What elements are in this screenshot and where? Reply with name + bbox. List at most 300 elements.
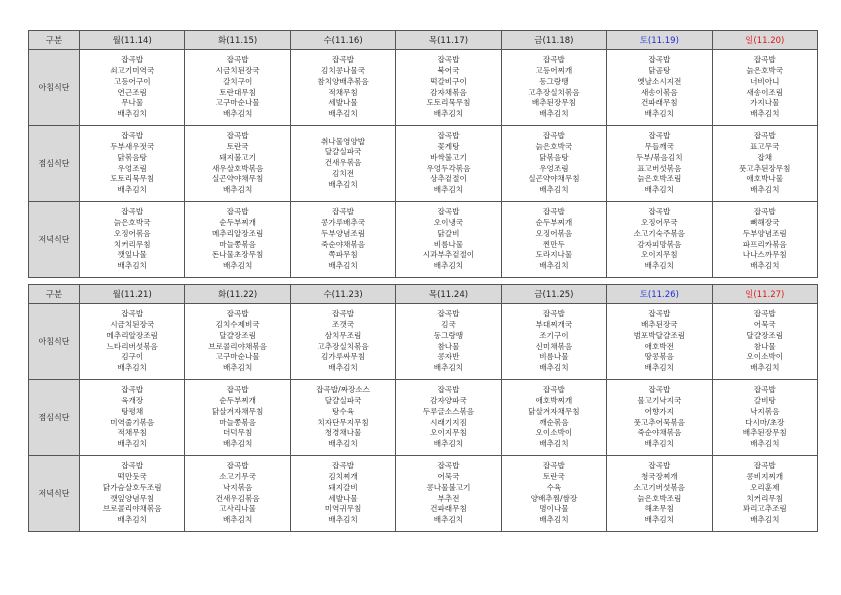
menu-item: 잡곡밥: [226, 55, 249, 65]
menu-item: 시과부추겉절이: [422, 250, 475, 260]
menu-cell-tue-lunch: [185, 380, 290, 456]
menu-item: 너비아니: [750, 76, 780, 86]
menu-item: 오이지무침: [640, 250, 678, 260]
menu-item: 배추김치: [117, 439, 147, 449]
menu-item: 소고기숙주볶음: [633, 228, 685, 238]
menu-item: 배추김치: [644, 439, 674, 449]
menu-item: 잡곡밥: [753, 131, 776, 141]
menu-item: 두부양념조림: [742, 228, 787, 238]
weekly-menu-table-1: [28, 30, 818, 278]
menu-item: 닭볶음탕: [539, 152, 569, 162]
menu-cell-sat-lunch: [607, 126, 712, 202]
menu-item: 동그랑땡: [433, 330, 464, 340]
menu-item: 시금치된장국: [215, 65, 260, 75]
menu-cell-fri-lunch: [501, 380, 606, 456]
menu-item: 참나물: [753, 341, 776, 351]
menu-item: 치자단무지무침: [317, 417, 369, 427]
menu-cell-sun-breakfast: [712, 50, 817, 126]
menu-item: 죽순야채볶음: [637, 428, 682, 438]
menu-cell-thu-lunch: [396, 126, 501, 202]
menu-item: 배추김치: [433, 261, 464, 271]
menu-item: 김구이: [121, 352, 144, 362]
menu-item: 뼈해장국: [750, 217, 780, 227]
menu-cell-fri-breakfast: [501, 304, 606, 380]
menu-cell-thu-dinner: [396, 202, 501, 278]
menu-item: 애호박나물: [746, 174, 784, 184]
menu-item: 김국: [441, 319, 456, 329]
menu-item: 북어국: [437, 65, 460, 75]
menu-item: 잡곡밥: [753, 461, 776, 471]
menu-item: 새우살호박볶음: [211, 163, 264, 173]
menu-item: 잡곡밥: [648, 207, 671, 217]
menu-item: 돈나물초장무침: [211, 250, 264, 260]
menu-item: 잡곡밥: [437, 131, 460, 141]
menu-item: 늙은호박국: [113, 217, 151, 227]
menu-item: 잡곡밥: [542, 461, 565, 471]
menu-item: 파프리카볶음: [742, 239, 787, 249]
day-header-sat: 토(11.19): [607, 31, 712, 50]
menu-item: 갈비탕: [753, 395, 776, 405]
menu-item: 배추김치: [539, 363, 569, 373]
menu-cell-sat-lunch: [607, 380, 712, 456]
menu-item: 잡곡밥: [648, 55, 671, 65]
menu-item: 감자양파국: [430, 395, 467, 405]
day-header-tue: 화(11.22): [185, 285, 290, 304]
menu-item: 토란국: [542, 471, 565, 481]
menu-item: 배추김치: [328, 109, 358, 119]
menu-item: 순두부찌개: [535, 217, 573, 227]
menu-item: 어묵국: [753, 319, 776, 329]
menu-item: 치커리무침: [746, 493, 784, 503]
menu-cell-wed-breakfast: [290, 50, 395, 126]
menu-item: 잡곡밥: [753, 55, 776, 65]
menu-item: 잡곡밥: [437, 461, 460, 471]
menu-item: 도토리묵무침: [426, 98, 471, 108]
menu-item: 표고무국: [750, 141, 780, 151]
day-header-sun: 일(11.20): [712, 31, 817, 50]
menu-item: 배추김치: [117, 261, 147, 271]
menu-cell-fri-dinner: [501, 202, 606, 278]
menu-item: 치커리무침: [113, 239, 151, 249]
menu-item: 배추김치: [222, 185, 253, 195]
menu-item: 신미채볶음: [535, 341, 573, 351]
menu-item: 오이소박이: [535, 428, 573, 438]
menu-item: 소고기버섯볶음: [633, 482, 685, 492]
menu-item: 달걀실파국: [324, 395, 362, 405]
menu-item: 범포박달걀조림: [633, 330, 685, 340]
menu-item: 늙은호박국: [746, 65, 784, 75]
menu-item: 더덕무침: [222, 428, 253, 438]
menu-item: 배추김치: [222, 363, 253, 373]
menu-item: 배추김치: [644, 515, 674, 525]
menu-item: 가지나물: [750, 98, 780, 108]
menu-item: 배추김치: [644, 109, 674, 119]
menu-cell-wed-lunch: [290, 380, 395, 456]
menu-item: 배추김치: [750, 261, 780, 271]
menu-item: 잡곡밥: [648, 385, 671, 395]
menu-item: 닭갈비: [437, 228, 460, 238]
menu-cell-sat-dinner: [607, 456, 712, 532]
menu-item: 두부양념조림: [321, 228, 366, 238]
day-header-wed: 수(11.16): [290, 31, 395, 50]
menu-item: 우엉조림: [117, 163, 147, 173]
menu-item: 배추김치: [328, 363, 358, 373]
menu-item: 잡곡밥: [121, 309, 144, 319]
day-header-fri: 금(11.18): [501, 31, 606, 50]
menu-item: 배추김치: [750, 185, 780, 195]
menu-item: 옛날소시지전: [637, 76, 682, 86]
menu-item: 애호박전: [644, 341, 674, 351]
menu-cell-mon-breakfast: [80, 304, 185, 380]
menu-cell-fri-lunch: [501, 126, 606, 202]
menu-item: 잡곡밥: [226, 309, 249, 319]
menu-item: 배추김치: [433, 363, 464, 373]
menu-cell-tue-dinner: [185, 202, 290, 278]
menu-item: 우엉두각볶음: [426, 163, 471, 173]
menu-item: 애호박찌개: [535, 395, 573, 405]
menu-item: 부추전: [437, 493, 460, 503]
menu-item: 고추장실치볶음: [528, 87, 580, 97]
menu-cell-sat-breakfast: [607, 304, 712, 380]
menu-item: 삼치무조림: [324, 330, 362, 340]
menu-cell-mon-lunch: [80, 126, 185, 202]
menu-item: 동그랑땡: [539, 76, 569, 86]
menu-item: 배추김치: [117, 363, 147, 373]
menu-cell-sun-breakfast: [712, 304, 817, 380]
weekly-menu-table-2: [28, 284, 818, 532]
menu-item: 상추겉절이: [430, 174, 467, 184]
menu-item: 건새우볶음: [324, 158, 362, 168]
menu-item: 배추김치: [117, 109, 147, 119]
menu-item: 잡곡밥: [226, 131, 249, 141]
menu-cell-sun-dinner: [712, 202, 817, 278]
menu-item: 고등어구이: [113, 76, 151, 86]
menu-item: 양배추찜/쌈장: [530, 493, 578, 503]
menu-item: 돼지갈비: [328, 482, 358, 492]
menu-item: 감자피망볶음: [637, 239, 682, 249]
menu-item: 죽순야채볶음: [321, 239, 366, 249]
meal-row-dinner: [29, 202, 818, 278]
menu-item: 부대찌개국: [535, 319, 573, 329]
menu-item: 배추김치: [433, 439, 464, 449]
menu-item: 두부새우젓국: [110, 141, 155, 151]
menu-item: 소고기무국: [219, 471, 256, 481]
menu-cell-tue-lunch: [185, 126, 290, 202]
menu-item: 잡곡밥: [121, 207, 144, 217]
menu-item: 두루글소스볶음: [422, 406, 475, 416]
menu-cell-thu-breakfast: [396, 50, 501, 126]
menu-item: 시래기지짐: [430, 417, 467, 427]
menu-item: 오징어무국: [640, 217, 678, 227]
menu-item: 청경채나물: [324, 428, 362, 438]
menu-item: 어묵국: [437, 471, 460, 481]
menu-cell-wed-dinner: [290, 202, 395, 278]
menu-item: 참치양배추볶음: [317, 76, 369, 86]
meal-row-breakfast: [29, 50, 818, 126]
menu-item: 배추김치: [117, 185, 147, 195]
menu-item: 잡곡밥: [332, 461, 355, 471]
meal-row-lunch: [29, 380, 818, 456]
menu-item: 배추김치: [644, 261, 674, 271]
menu-item: 참나물: [437, 341, 460, 351]
menu-item: 잡곡밥: [648, 461, 671, 471]
menu-item: 잡곡밥: [121, 55, 144, 65]
menu-item: 달걀장조림: [746, 330, 784, 340]
menu-cell-sat-dinner: [607, 202, 712, 278]
menu-item: 배추김치: [117, 515, 147, 525]
menu-item: 두부/볶음김치: [636, 152, 683, 162]
menu-item: 배추김치: [644, 185, 674, 195]
menu-item: 배추김치: [539, 439, 569, 449]
menu-item: 오징어볶음: [535, 228, 573, 238]
menu-item: 오이지무침: [430, 428, 467, 438]
menu-item: 배추김치: [644, 363, 674, 373]
menu-cell-thu-dinner: [396, 456, 501, 532]
menu-item: 콩자반: [437, 352, 460, 362]
menu-item: 새송이볶음: [640, 87, 678, 97]
day-header-wed: 수(11.23): [290, 285, 395, 304]
meal-label-lunch: 점심식단: [29, 380, 80, 456]
menu-item: 배추김치: [328, 515, 358, 525]
menu-item: 닭살겨자채무침: [211, 406, 264, 416]
menu-item: 탕평채: [121, 406, 144, 416]
menu-item: 육개장: [121, 395, 144, 405]
menu-item: 배추김치: [750, 109, 780, 119]
menu-cell-fri-breakfast: [501, 50, 606, 126]
menu-cell-mon-dinner: [80, 202, 185, 278]
menu-item: 늙은호박조림: [637, 174, 682, 184]
menu-item: 배추김치: [328, 179, 358, 189]
menu-item: 청국장찌개: [640, 471, 678, 481]
menu-item: 수육: [546, 482, 562, 492]
day-header-mon: 월(11.14): [80, 31, 185, 50]
meal-label-dinner: 저녁식단: [29, 202, 80, 278]
menu-item: 풋고추어묵볶음: [633, 417, 685, 427]
menu-item: 닭살겨자채무침: [528, 406, 580, 416]
menu-cell-fri-dinner: [501, 456, 606, 532]
menu-item: 오이냉국: [433, 217, 464, 227]
menu-item: 잡곡밥: [226, 385, 249, 395]
menu-item: 배추김치: [222, 109, 253, 119]
menu-item: 잡곡밥: [437, 55, 460, 65]
menu-item: 땅콩볶음: [644, 352, 674, 362]
menu-item: 배추김치: [750, 515, 780, 525]
menu-item: 떡만둣국: [117, 471, 147, 481]
menu-cell-wed-dinner: [290, 456, 395, 532]
menu-item: 탕수육: [332, 406, 355, 416]
menu-item: 배추된장무침: [742, 428, 787, 438]
menu-cell-mon-dinner: [80, 456, 185, 532]
day-header-tue: 화(11.15): [185, 31, 290, 50]
menu-item: 무들깨국: [644, 141, 674, 151]
menu-item: 갈치구이: [222, 76, 253, 86]
menu-item: 잡곡밥/짜장소스: [316, 385, 371, 395]
category-header: 구분: [29, 285, 80, 304]
menu-cell-mon-breakfast: [80, 50, 185, 126]
menu-cell-wed-breakfast: [290, 304, 395, 380]
meal-label-lunch: 점심식단: [29, 126, 80, 202]
menu-item: 배추김치: [539, 109, 569, 119]
menu-cell-sun-lunch: [712, 126, 817, 202]
menu-item: 잡곡밥: [121, 385, 144, 395]
menu-item: 잡곡밥: [542, 131, 565, 141]
menu-item: 브로콜리야채볶음: [102, 504, 162, 514]
meal-row-dinner: [29, 456, 818, 532]
menu-item: 배추김치: [539, 261, 569, 271]
menu-item: 잡곡밥: [542, 385, 565, 395]
day-header-thu: 목(11.24): [396, 285, 501, 304]
menu-item: 배추된장국: [640, 319, 678, 329]
menu-item: 브로콜리야채볶음: [208, 341, 267, 351]
day-header-fri: 금(11.25): [501, 285, 606, 304]
day-header-sun: 일(11.27): [712, 285, 817, 304]
menu-item: 잡곡밥: [648, 131, 671, 141]
menu-item: 배추김치: [433, 185, 464, 195]
menu-item: 세발나물: [328, 493, 358, 503]
day-header-mon: 월(11.21): [80, 285, 185, 304]
menu-item: 어향가지: [644, 406, 674, 416]
menu-item: 잡곡밥: [226, 461, 249, 471]
menu-item: 떡갈비구이: [430, 76, 467, 86]
menu-item: 낙지볶음: [222, 482, 253, 492]
menu-item: 잡곡밥: [226, 207, 249, 217]
meal-row-breakfast: [29, 304, 818, 380]
menu-item: 조갯국: [332, 319, 355, 329]
menu-item: 돼지불고기: [219, 152, 256, 162]
menu-cell-mon-lunch: [80, 380, 185, 456]
menu-item: 표고버섯볶음: [637, 163, 682, 173]
menu-item: 새송이조림: [746, 87, 784, 97]
menu-item: 쇠고기미역국: [110, 65, 155, 75]
menu-cell-tue-breakfast: [185, 304, 290, 380]
menu-cell-sun-dinner: [712, 456, 817, 532]
menu-item: 잡곡밥: [542, 55, 565, 65]
menu-item: 배추김치: [750, 439, 780, 449]
menu-item: 김치찌개: [328, 471, 358, 481]
menu-item: 적채무침: [328, 87, 358, 97]
menu-item: 조기구이: [539, 330, 569, 340]
menu-item: 콩가루배추국: [321, 217, 366, 227]
menu-item: 배추김치: [539, 185, 569, 195]
menu-item: 연근조림: [117, 87, 147, 97]
menu-item: 적채무침: [117, 428, 147, 438]
menu-item: 마늘쫑볶음: [219, 239, 256, 249]
menu-item: 건파래무침: [430, 504, 467, 514]
menu-item: 찐만두: [542, 239, 565, 249]
menu-item: 배추김치: [328, 439, 358, 449]
menu-item: 오징어볶음: [113, 228, 151, 238]
menu-item: 달걀장조림: [219, 330, 256, 340]
menu-item: 잡채: [757, 152, 773, 162]
menu-cell-sun-lunch: [712, 380, 817, 456]
menu-item: 잡곡밥: [332, 55, 355, 65]
menu-item: 배추김치: [222, 439, 253, 449]
menu-item: 닭곰탕: [648, 65, 671, 75]
meal-label-breakfast: 아침식단: [29, 50, 80, 126]
menu-item: 시금치된장국: [110, 319, 155, 329]
menu-item: 세발나물: [328, 98, 358, 108]
menu-item: 배추된장무침: [531, 98, 576, 108]
menu-item: 잡곡밥: [753, 309, 776, 319]
header-row: [29, 31, 818, 50]
menu-item: 쪽파무침: [328, 250, 358, 260]
menu-item: 다시마/초장: [745, 417, 785, 427]
menu-item: 취나물영양밥: [321, 136, 366, 146]
category-header: 구분: [29, 31, 80, 50]
menu-item: 잡곡밥: [753, 207, 776, 217]
menu-item: 고구마순나물: [215, 352, 260, 362]
menu-item: 물고기낙지국: [637, 395, 682, 405]
menu-item: 잡곡밥: [437, 385, 460, 395]
menu-item: 늙은호박국: [535, 141, 573, 151]
menu-item: 깨순볶음: [539, 417, 569, 427]
menu-item: 도토리묵무침: [110, 174, 155, 184]
menu-item: 배추김치: [433, 515, 464, 525]
menu-item: 김치콩나물국: [321, 65, 366, 75]
day-header-sat: 토(11.26): [607, 285, 712, 304]
menu-cell-thu-breakfast: [396, 304, 501, 380]
menu-item: 잡곡밥: [121, 461, 144, 471]
menu-item: 꽃게탕: [437, 141, 460, 151]
menu-item: 메추리알장조림: [211, 228, 264, 238]
menu-item: 배추김치: [222, 515, 253, 525]
menu-item: 고사리나물: [219, 504, 256, 514]
meal-label-dinner: 저녁식단: [29, 456, 80, 532]
day-header-thu: 목(11.17): [396, 31, 501, 50]
menu-item: 닭가슴살호두조림: [102, 482, 162, 492]
menu-item: 실곤약야채무침: [528, 174, 580, 184]
menu-item: 순두부찌개: [219, 217, 256, 227]
menu-item: 잡곡밥: [121, 131, 144, 141]
meal-row-lunch: [29, 126, 818, 202]
menu-item: 콩비지찌개: [746, 471, 784, 481]
menu-item: 배추김치: [539, 515, 569, 525]
menu-item: 깻잎양념무침: [110, 493, 155, 503]
menu-cell-tue-breakfast: [185, 50, 290, 126]
menu-item: 우엉조림: [539, 163, 569, 173]
menu-item: 건파래무침: [640, 98, 678, 108]
menu-item: 달걀실파국: [324, 147, 362, 157]
menu-item: 건새우김볶음: [215, 493, 260, 503]
menu-item: 실곤약야채무침: [211, 174, 264, 184]
menu-item: 고등어찌개: [535, 65, 573, 75]
menu-cell-wed-lunch: [290, 126, 395, 202]
menu-item: 비름나물: [539, 352, 569, 362]
menu-item: 늙은호박조림: [637, 493, 682, 503]
menu-item: 미역줄기볶음: [110, 417, 155, 427]
menu-item: 명이나물: [539, 504, 569, 514]
menu-item: 닭볶음탕: [117, 152, 147, 162]
menu-item: 감자채볶음: [430, 87, 467, 97]
menu-item: 잡곡밥: [437, 207, 460, 217]
menu-item: 토란국: [226, 141, 249, 151]
menu-item: 느타리버섯볶음: [106, 341, 158, 351]
menu-item: 배추김치: [328, 261, 358, 271]
menu-item: 김치전: [332, 168, 355, 178]
menu-item: 바싹불고기: [430, 152, 467, 162]
menu-item: 잡곡밥: [332, 309, 355, 319]
meal-label-breakfast: 아침식단: [29, 304, 80, 380]
menu-item: 김가루싸무침: [321, 352, 366, 362]
menu-item: 고구마순나물: [215, 98, 260, 108]
menu-item: 콩나물불고기: [426, 482, 471, 492]
menu-item: 잡곡밥: [753, 385, 776, 395]
menu-item: 꽈리고추조림: [742, 504, 787, 514]
menu-item: 잡곡밥: [542, 207, 565, 217]
menu-item: 잡곡밥: [332, 207, 355, 217]
menu-item: 무나물: [121, 98, 144, 108]
menu-item: 풋고추된장무침: [739, 163, 791, 173]
